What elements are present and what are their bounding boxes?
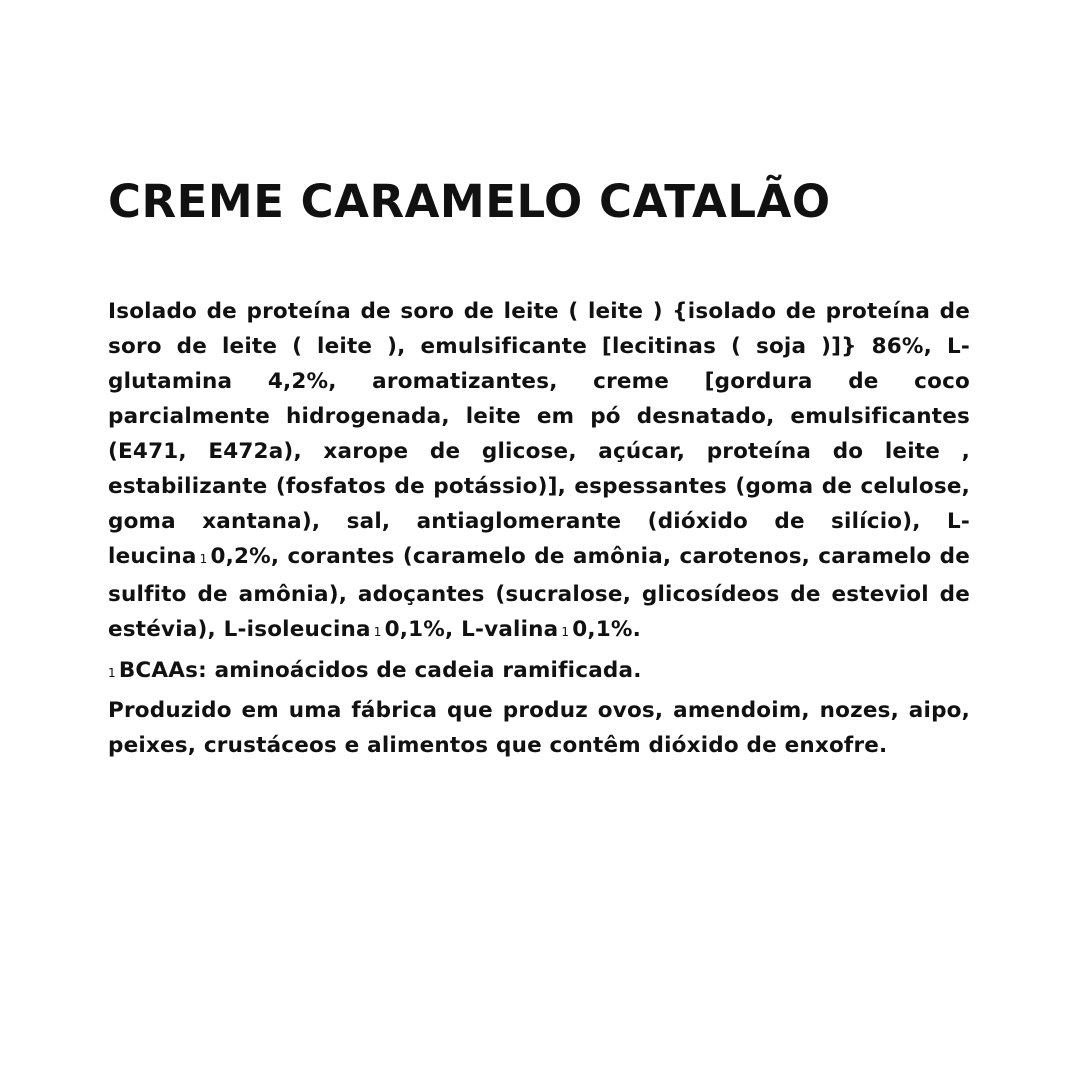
footnote-text: BCAAs: aminoácidos de cadeia ramificada.	[118, 658, 642, 683]
ingredients-text-part-3: 0,1%, L-valina	[384, 617, 559, 642]
bcaa-footnote	[108, 653, 970, 691]
ingredients-text-part-4: 0,1%.	[572, 617, 642, 642]
factory-allergen-notice: Produzido em uma fábrica que produz ovos, amendoim, nozes, aipo, peixes, crustáceos e alimentos que contêm dióxido de enxofre.	[108, 698, 970, 758]
ingredients-text-part-1: Isolado de proteína de soro de leite ( leite ) {isolado de proteína de soro de leite ( leite ), emulsificante [lecitinas ( soja )]} 86%, L-glutamina 4,2%, aromatizantes, creme [gordura de coco parcialmente hidrogenada, leite em pó desnatado, emulsificantes (E471, E472a), xarope de glicose, açúcar, proteína do leite , estabilizante (fosfatos de potássio)], espessantes (goma de celulose, goma xantana), sal, antiaglomerante (dióxido de silício), L-leucina	[108, 299, 970, 569]
ingredients-text-part-2: 0,2%, corantes (caramelo de amônia, carotenos, caramelo de sulfito de amônia), adoçantes (sucralose, glicosídeos de esteviol de estévia), L-isoleucina	[108, 544, 970, 642]
product-title: CREME CARAMELO CATALÃO	[108, 175, 831, 228]
footnote-marker: 1	[108, 666, 116, 680]
bcaa-marker-valine: 1	[561, 625, 570, 639]
ingredients-list	[108, 294, 970, 650]
bcaa-marker-isoleucine: 1	[373, 625, 382, 639]
bcaa-marker-leucine: 1	[199, 552, 208, 566]
product-label	[108, 172, 970, 763]
